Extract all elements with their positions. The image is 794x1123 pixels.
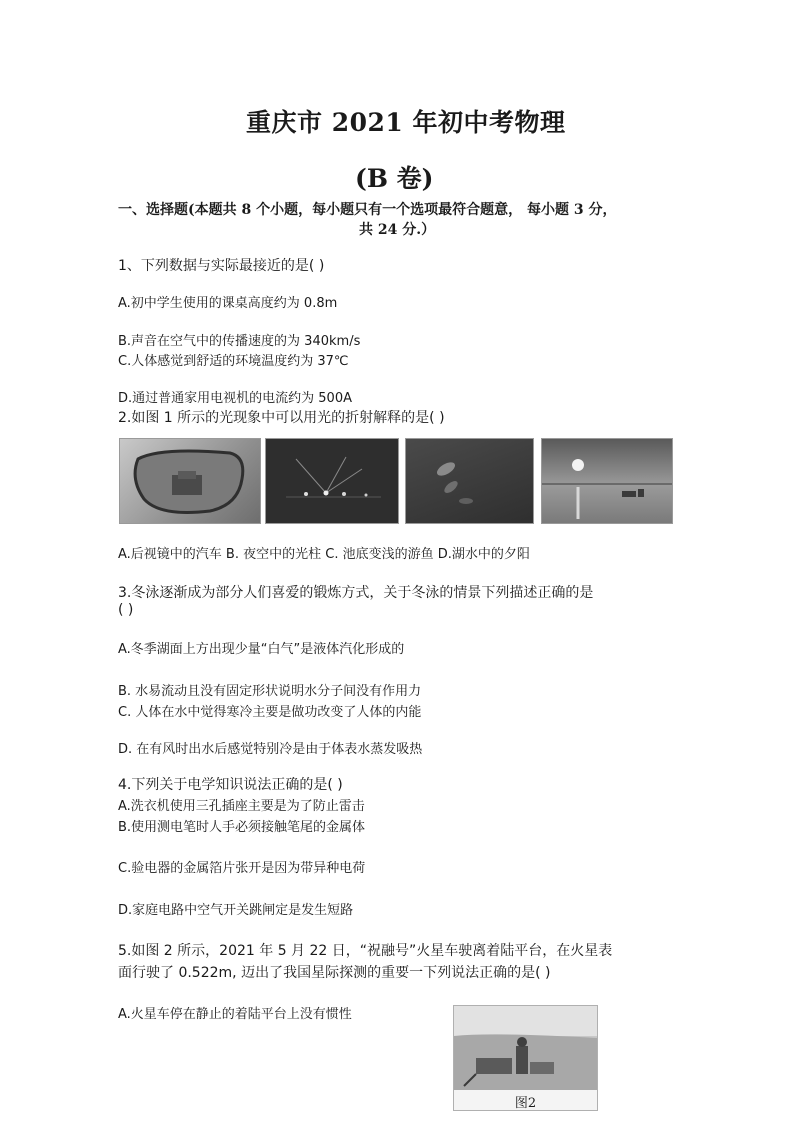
figure1-lake-sunset-photo xyxy=(541,438,673,524)
q5-option-a: A.火星车停在静止的着陆平台上没有惯性 xyxy=(118,1007,352,1022)
q3-option-d: D. 在有风时出水后感觉特别冷是由于体表水蒸发吸热 xyxy=(118,742,423,757)
q3-option-c: C. 人体在水中觉得寒冷主要是做功改变了人体的内能 xyxy=(118,705,422,720)
question-4-stem: 4.下列关于电学知识说法正确的是( ) xyxy=(118,777,343,793)
q1-option-d: D.通过普通家用电视机的电流约为 500A xyxy=(118,391,352,406)
section-heading: 一、选择题(本题共 8 个小题，每小题只有一个选项最符合题意， 每小题 3 分， xyxy=(118,202,617,218)
q3-option-b: B. 水易流动且没有固定形状说明水分子间没有作用力 xyxy=(118,684,422,699)
figure2-caption: 图2 xyxy=(514,1096,537,1111)
q4-option-c: C.验电器的金属箔片张开是因为带异种电荷 xyxy=(118,861,366,876)
question-3-stem-cont: ( ) xyxy=(118,602,134,618)
page-subtitle: (B 卷) xyxy=(355,164,434,193)
question-5-stem: 5.如图 2 所示，2021 年 5 月 22 日，“祝融号”火星车驶离着陆平台，在火星表 xyxy=(118,943,613,959)
q3-option-a: A.冬季湖面上方出现少量“白气”是液体汽化形成的 xyxy=(118,642,405,657)
q4-option-a: A.洗衣机使用三孔插座主要是为了防止雷击 xyxy=(118,799,365,814)
q1-option-b: B.声音在空气中的传播速度的为 340km/s xyxy=(118,334,361,349)
q1-option-a: A.初中学生使用的课桌高度约为 0.8m xyxy=(118,296,338,311)
q1-option-c: C.人体感觉到舒适的环境温度约为 37℃ xyxy=(118,354,349,369)
question-1-stem: 1、下列数据与实际最接近的是( ) xyxy=(118,258,325,274)
q4-option-b: B.使用测电笔时人手必须接触笔尾的金属体 xyxy=(118,820,366,835)
section-heading-cont: 共 24 分.） xyxy=(359,222,436,238)
page-title: 重庆市 2021 年初中考物理 xyxy=(246,108,566,137)
figure1-light-pillar-photo xyxy=(265,438,399,524)
question-3-stem: 3.冬泳逐渐成为部分人们喜爱的锻炼方式，关于冬泳的情景下列描述正确的是 xyxy=(118,585,594,601)
figure2-mars-rover-photo xyxy=(453,1005,598,1111)
q2-options: A.后视镜中的汽车 B. 夜空中的光柱 C. 池底变浅的游鱼 D.湖水中的夕阳 xyxy=(118,547,530,562)
q4-option-d: D.家庭电路中空气开关跳闸定是发生短路 xyxy=(118,903,354,918)
figure1-rearview-mirror-photo xyxy=(119,438,261,524)
question-2-stem: 2.如图 1 所示的光现象中可以用光的折射解释的是( ) xyxy=(118,410,445,426)
question-5-stem-cont: 面行驶了 0.522m, 迈出了我国星际探测的重要一下列说法正确的是( ) xyxy=(118,965,551,981)
figure1-fish-pool-photo xyxy=(405,438,534,524)
